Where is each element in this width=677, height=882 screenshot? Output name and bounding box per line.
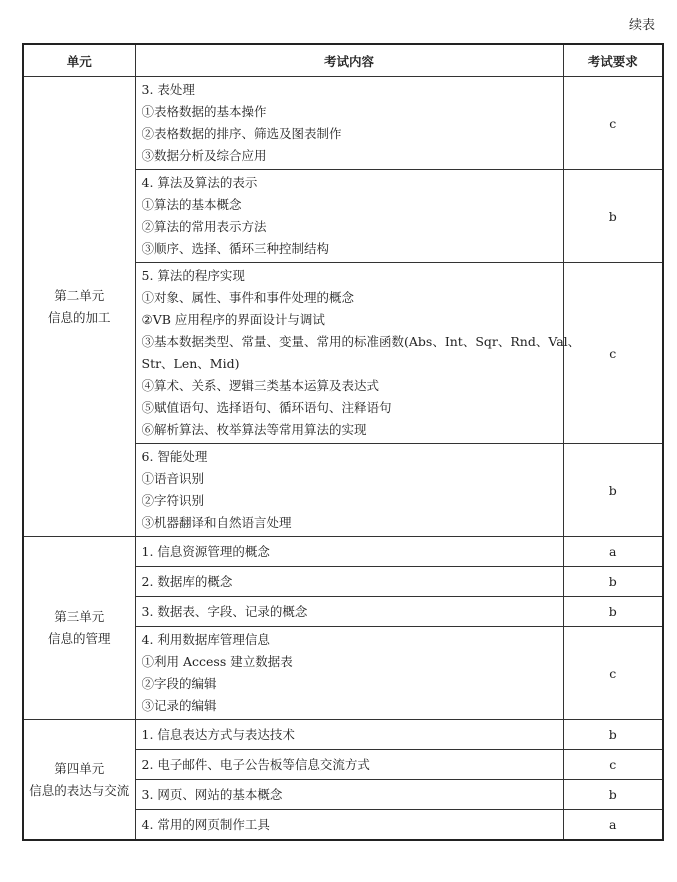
header-requirement: 考试要求 [563, 44, 663, 77]
content-line: ⑥解析算法、枚举算法等常用算法的实现 [141, 422, 367, 437]
requirement-cell: b [563, 780, 663, 810]
content-cell [135, 170, 563, 263]
unit-cell [23, 537, 135, 720]
content-cell [135, 780, 563, 810]
content-line: ⑤赋值语句、选择语句、循环语句、注释语句 [141, 400, 392, 415]
content-line: ①语音识别 [141, 471, 205, 486]
content-line: 4. 算法及算法的表示 [141, 175, 258, 190]
requirement-cell: b [563, 170, 663, 263]
content-line: ③基本数据类型、常量、变量、常用的标准函数(Abs、Int、Sqr、Rnd、Val、 [141, 334, 581, 349]
content-line: ③记录的编辑 [141, 698, 217, 713]
content-line: 5. 算法的程序实现 [141, 268, 245, 283]
content-cell [135, 263, 581, 444]
content-cell [135, 597, 563, 627]
unit-name-line: 第三单元 [54, 609, 105, 624]
content-line: ②字符识别 [141, 493, 205, 508]
content-line: 3. 表处理 [141, 82, 195, 97]
requirement-cell: b [563, 597, 663, 627]
content-line: ③顺序、选择、循环三种控制结构 [141, 241, 330, 256]
unit-name-line: 第四单元 [54, 760, 105, 776]
unit-name-line: 信息的表达与交流 [29, 782, 130, 798]
table-row [23, 77, 663, 170]
content-line: ①表格数据的基本操作 [141, 104, 267, 119]
requirement-cell: a [563, 810, 663, 841]
content-line: ①对象、属性、事件和事件处理的概念 [141, 290, 355, 305]
content-cell [135, 567, 563, 597]
requirement-cell: c [563, 263, 663, 444]
content-line: 1. 信息资源管理的概念 [141, 543, 270, 559]
content-cell [135, 810, 563, 841]
content-line: ②字段的编辑 [141, 676, 217, 691]
content-cell [135, 77, 563, 170]
content-line: ④算术、关系、逻辑三类基本运算及表达式 [141, 378, 380, 393]
content-cell [135, 627, 563, 720]
requirement-cell: c [563, 627, 663, 720]
content-line: ②算法的常用表示方法 [141, 219, 267, 234]
content-cell [135, 537, 563, 567]
content-line: 3. 数据表、字段、记录的概念 [141, 603, 308, 619]
content-line: ②表格数据的排序、筛选及图表制作 [141, 126, 342, 141]
content-line: ③机器翻译和自然语言处理 [141, 515, 292, 530]
requirement-cell: c [563, 750, 663, 780]
content-line: 3. 网页、网站的基本概念 [141, 786, 283, 802]
content-cell [135, 720, 563, 750]
header-content: 考试内容 [135, 44, 563, 77]
content-line: ①利用 Access 建立数据表 [141, 654, 293, 669]
content-line: 6. 智能处理 [141, 449, 208, 464]
content-cell [135, 750, 563, 780]
content-line: ③数据分析及综合应用 [141, 148, 267, 163]
header-row [23, 44, 663, 77]
unit-name-line: 第二单元 [54, 287, 105, 303]
content-line: 4. 利用数据库管理信息 [141, 632, 270, 647]
header-unit: 单元 [23, 44, 135, 77]
content-line: ②VB 应用程序的界面设计与调试 [141, 312, 325, 327]
requirement-cell: b [563, 720, 663, 750]
content-line: 1. 信息表达方式与表达技术 [141, 726, 295, 742]
requirement-cell: a [563, 537, 663, 567]
content-cell [135, 444, 563, 537]
unit-name-line: 信息的加工 [47, 309, 111, 325]
unit-cell [23, 720, 135, 841]
continued-label: 续表 [628, 18, 655, 33]
table-row [23, 537, 663, 567]
unit-cell [23, 77, 135, 537]
content-line: Str、Len、Mid) [141, 356, 240, 371]
content-line: 4. 常用的网页制作工具 [141, 816, 270, 832]
requirement-cell: c [563, 77, 663, 170]
table-row [23, 720, 663, 750]
requirement-cell: b [563, 567, 663, 597]
exam-requirements-table [22, 43, 664, 841]
content-line: ①算法的基本概念 [141, 197, 242, 212]
content-line: 2. 电子邮件、电子公告板等信息交流方式 [141, 756, 370, 772]
unit-name-line: 信息的管理 [47, 631, 111, 646]
content-line: 2. 数据库的概念 [141, 573, 233, 589]
requirement-cell: b [563, 444, 663, 537]
